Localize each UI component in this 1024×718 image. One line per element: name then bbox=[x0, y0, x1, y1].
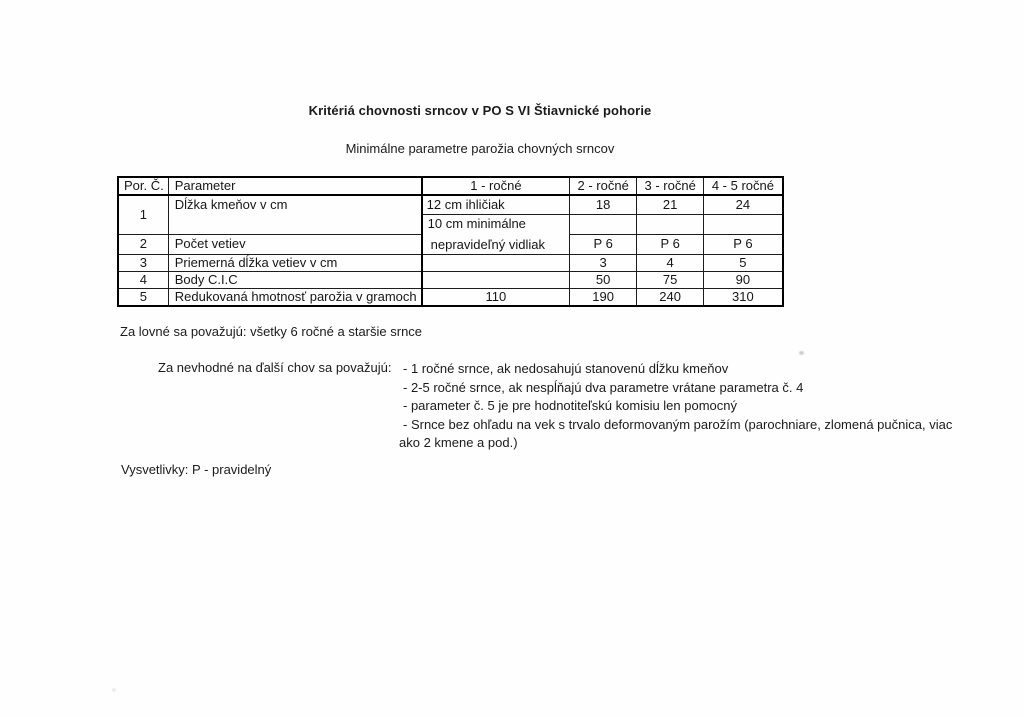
row3-age3-value: 4 bbox=[637, 254, 704, 271]
row1-number: 1 bbox=[118, 195, 168, 235]
row4-number: 4 bbox=[118, 271, 168, 288]
row3-number: 3 bbox=[118, 254, 168, 271]
table-header-row bbox=[118, 177, 783, 195]
row4-age2-value: 50 bbox=[570, 271, 637, 288]
row5-age2-value: 190 bbox=[570, 288, 637, 306]
row1b-age3-value bbox=[637, 214, 704, 235]
row1b-age45-value bbox=[704, 214, 783, 235]
unsuitable-item: - Srnce bez ohľadu na vek s trvalo deformovaným parožím (parochniare, zlomená pučnica, viac ako 2 kmene a pod.) bbox=[399, 416, 953, 450]
unsuitable-item: - 1 ročné srnce, ak nedosahujú stanovenú dĺžku kmeňov bbox=[403, 361, 729, 376]
row3-parameter: Priemerná dĺžka vetiev v cm bbox=[168, 254, 421, 271]
table-row bbox=[118, 288, 783, 306]
header-3-rocne: 3 - ročné bbox=[637, 177, 704, 195]
row1b-age1-merged-cell bbox=[422, 214, 570, 254]
row1-age2-value: 18 bbox=[570, 195, 637, 214]
row4-age3-value: 75 bbox=[637, 271, 704, 288]
scan-artifact bbox=[799, 351, 804, 355]
header-parameter: Parameter bbox=[168, 177, 421, 195]
unsuitable-label: Za nevhodné na ďalší chov sa považujú: bbox=[158, 360, 392, 375]
row3-age45-value: 5 bbox=[704, 254, 783, 271]
scan-artifact bbox=[112, 688, 116, 692]
unsuitable-item: - 2-5 ročné srnce, ak nespĺňajú dva parametre vrátane parametra č. 4 bbox=[403, 379, 804, 395]
row1-age1-value: 12 cm ihličiak bbox=[422, 195, 570, 214]
row4-parameter: Body C.I.C bbox=[168, 271, 421, 288]
row4-age1-value bbox=[422, 271, 570, 288]
unsuitable-item: - parameter č. 5 je pre hodnotiteľskú komisiu len pomocný bbox=[403, 398, 738, 413]
header-4-5-rocne: 4 - 5 ročné bbox=[704, 177, 783, 195]
breeding-criteria-table bbox=[117, 176, 784, 307]
row2-parameter: Počet vetiev bbox=[168, 235, 421, 254]
unsuitable-list bbox=[399, 360, 971, 453]
row5-age1-value: 110 bbox=[422, 288, 570, 306]
row5-age45-value: 310 bbox=[704, 288, 783, 306]
row1-parameter: Dĺžka kmeňov v cm bbox=[168, 195, 421, 235]
row5-parameter: Redukovaná hmotnosť parožia v gramoch bbox=[168, 288, 421, 306]
row2-age2-value: P 6 bbox=[570, 235, 637, 254]
row2-age3-value: P 6 bbox=[637, 235, 704, 254]
row1-age45-value: 24 bbox=[704, 195, 783, 214]
row1b-age2-value bbox=[570, 214, 637, 235]
header-2-rocne: 2 - ročné bbox=[570, 177, 637, 195]
row1-age3-value: 21 bbox=[637, 195, 704, 214]
row5-age3-value: 240 bbox=[637, 288, 704, 306]
document-title: Kritériá chovnosti srncov v PO S VI Štiavnické pohorie bbox=[308, 103, 652, 118]
row2-number: 2 bbox=[118, 235, 168, 254]
row3-age2-value: 3 bbox=[570, 254, 637, 271]
row3-age1-value bbox=[422, 254, 570, 271]
row2-age45-value: P 6 bbox=[704, 235, 783, 254]
document-subtitle: Minimálne parametre parožia chovných srncov bbox=[345, 141, 615, 156]
harvestable-note: Za lovné sa považujú: všetky 6 ročné a staršie srnce bbox=[120, 324, 423, 339]
row5-number: 5 bbox=[118, 288, 168, 306]
table-row bbox=[118, 254, 783, 271]
table-row bbox=[118, 271, 783, 288]
header-1-rocne: 1 - ročné bbox=[422, 177, 570, 195]
row1b-age1-line2: nepravideľný vidliak bbox=[430, 236, 546, 252]
legend-note: Vysvetlivky: P - pravidelný bbox=[121, 462, 272, 477]
header-por-c: Por. Č. bbox=[118, 177, 168, 195]
table-row bbox=[118, 195, 783, 214]
row4-age45-value: 90 bbox=[704, 271, 783, 288]
row1b-age1-line1: 10 cm minimálne bbox=[427, 215, 526, 231]
